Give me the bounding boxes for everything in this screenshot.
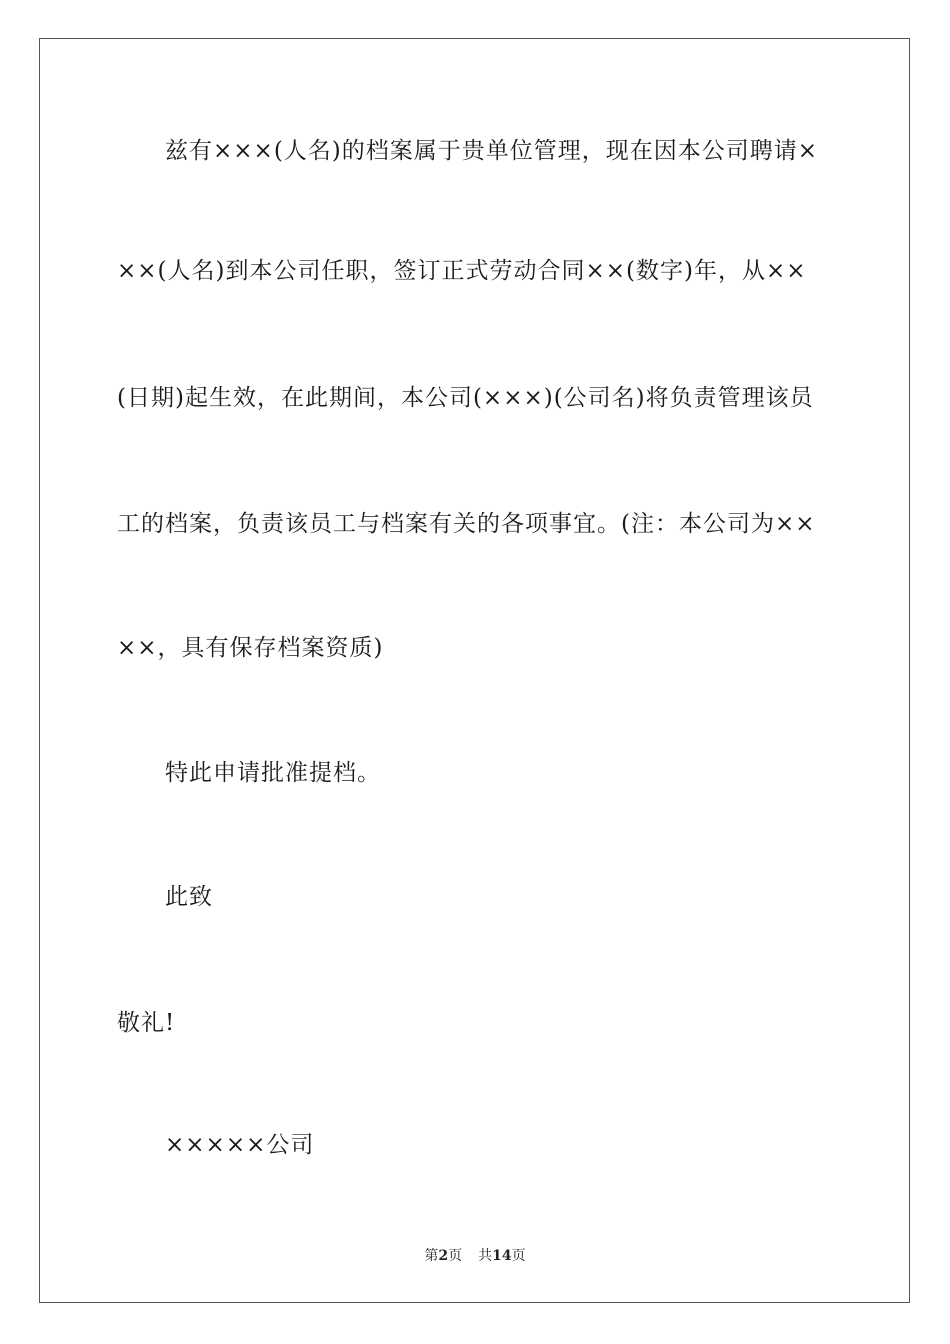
paragraph-line-5: ××，具有保存档案资质) <box>117 635 384 661</box>
paragraph-line-2: ××(人名)到本公司任职，签订正式劳动合同××(数字)年，从×× <box>117 258 807 284</box>
paragraph-line-3: (日期)起生效，在此期间，本公司(×××)(公司名)将负责管理该员 <box>117 385 814 411</box>
footer-prefix: 第 <box>424 1248 439 1264</box>
closing-line: 此致 <box>165 884 213 910</box>
salutation-line: 敬礼! <box>117 1010 176 1036</box>
page-footer <box>0 1245 950 1265</box>
signature-company: ×××××公司 <box>165 1132 315 1158</box>
paragraph-line-4: 工的档案，负责该员工与档案有关的各项事宜。(注：本公司为×× <box>117 511 816 537</box>
footer-total-prefix: 共 <box>478 1248 493 1264</box>
footer-total-suffix: 页 <box>511 1248 526 1264</box>
footer-page-number: 2 <box>438 1248 449 1264</box>
request-line: 特此申请批准提档。 <box>165 760 381 786</box>
footer-total-pages: 14 <box>492 1248 512 1264</box>
footer-page-suffix: 页 <box>448 1248 463 1264</box>
paragraph-line-1: 兹有×××(人名)的档案属于贵单位管理，现在因本公司聘请× <box>165 138 819 164</box>
page-border <box>39 38 910 1303</box>
